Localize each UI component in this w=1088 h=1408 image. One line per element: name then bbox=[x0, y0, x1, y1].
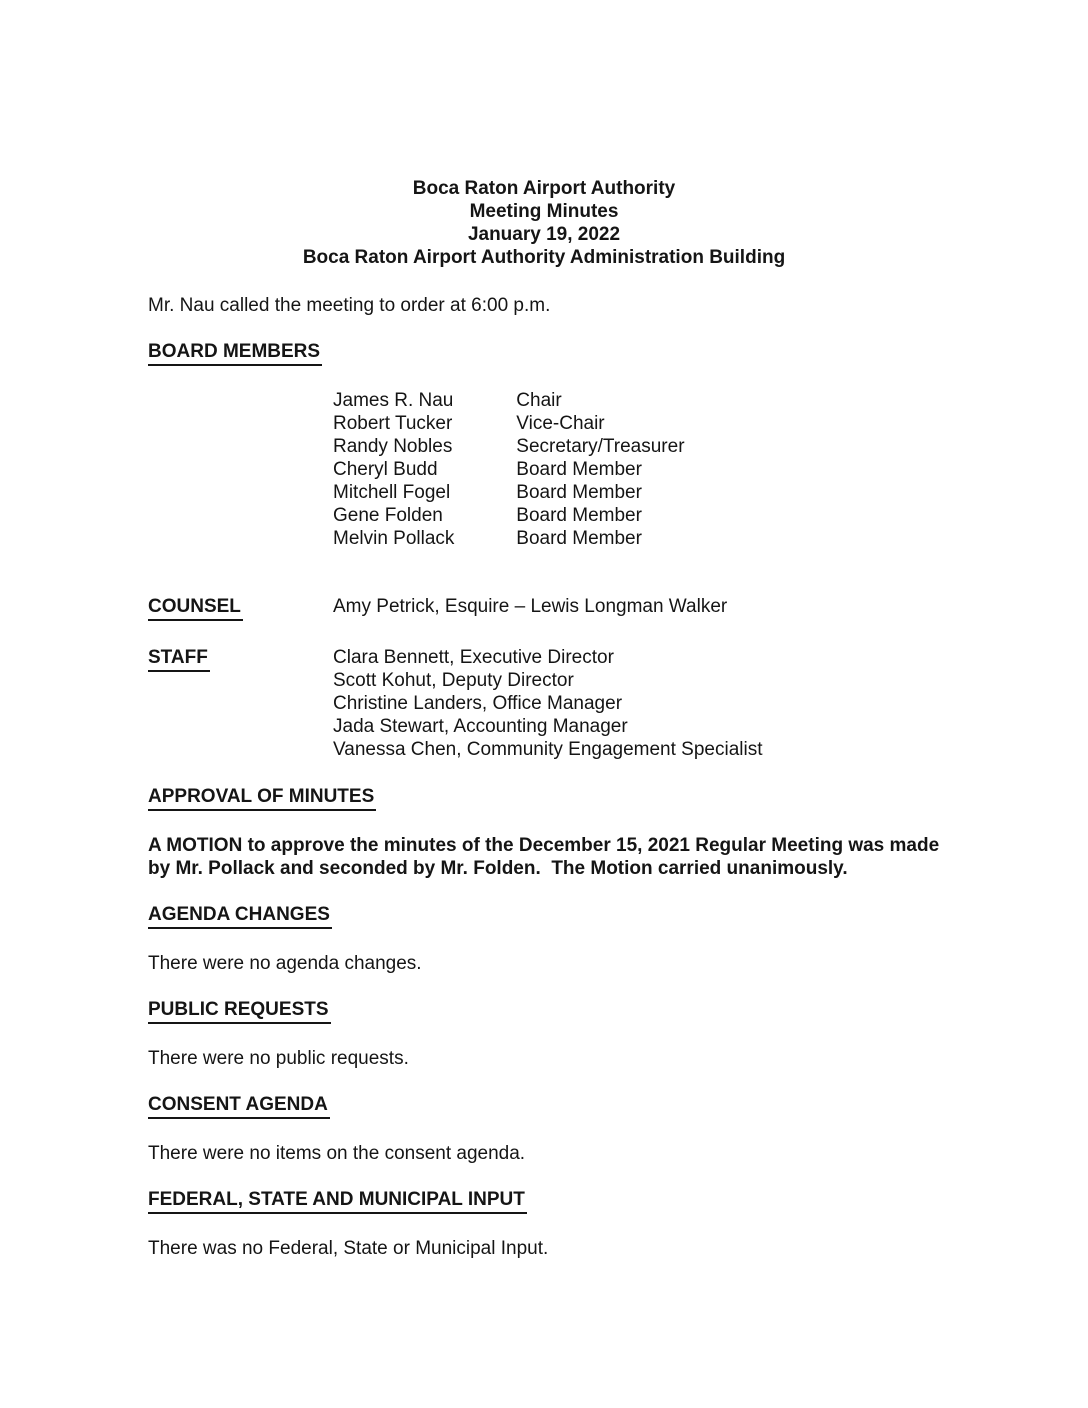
counsel-label: COUNSEL bbox=[148, 595, 333, 621]
spacer bbox=[148, 761, 940, 785]
member-role: Vice-Chair bbox=[516, 413, 605, 434]
member-name: Mitchell Fogel bbox=[333, 482, 451, 503]
member-role: Board Member bbox=[516, 505, 642, 526]
consent-agenda-paragraph: There were no items on the consent agenda. bbox=[148, 1143, 526, 1164]
federal-state-municipal-input-paragraph: There was no Federal, State or Municipal Input. bbox=[148, 1238, 549, 1259]
title-org: Boca Raton Airport Authority bbox=[412, 178, 676, 199]
member-name: James R. Nau bbox=[333, 390, 454, 411]
staff-row bbox=[148, 646, 940, 761]
member-name: Randy Nobles bbox=[333, 436, 453, 457]
board-member-row bbox=[148, 481, 940, 504]
member-name: Melvin Pollack bbox=[333, 528, 455, 549]
board-member-row bbox=[148, 389, 940, 412]
counsel-row bbox=[148, 595, 940, 621]
board-members-heading: BOARD MEMBERS bbox=[148, 340, 940, 366]
title-location: Boca Raton Airport Authority Administration Building bbox=[302, 247, 786, 268]
member-role: Board Member bbox=[516, 528, 642, 549]
minutes-sections bbox=[148, 785, 945, 1260]
board-member-row bbox=[148, 412, 940, 435]
staff-member-line: Clara Bennett, Executive Director bbox=[333, 647, 614, 668]
board-member-row bbox=[148, 435, 940, 458]
call-to-order-line: Mr. Nau called the meeting to order at 6:00 p.m. bbox=[148, 295, 551, 316]
member-role: Secretary/Treasurer bbox=[516, 436, 685, 457]
federal-state-municipal-input-heading: FEDERAL, STATE AND MUNICIPAL INPUT bbox=[148, 1188, 940, 1214]
document-title-block bbox=[148, 177, 940, 269]
board-members-roster bbox=[148, 389, 940, 550]
consent-agenda-heading: CONSENT AGENDA bbox=[148, 1093, 940, 1119]
agenda-changes-heading: AGENDA CHANGES bbox=[148, 903, 940, 929]
spacer bbox=[148, 621, 940, 646]
agenda-changes-paragraph: There were no agenda changes. bbox=[148, 953, 422, 974]
staff-member-line: Scott Kohut, Deputy Director bbox=[333, 670, 574, 691]
counsel-value: Amy Petrick, Esquire – Lewis Longman Walker bbox=[333, 596, 728, 617]
title-date: January 19, 2022 bbox=[467, 224, 621, 245]
member-role: Board Member bbox=[516, 459, 642, 480]
approval-of-minutes-heading: APPROVAL OF MINUTES bbox=[148, 785, 940, 811]
spacer bbox=[148, 550, 940, 595]
member-role: Board Member bbox=[516, 482, 642, 503]
staff-member-line: Vanessa Chen, Community Engagement Specialist bbox=[333, 739, 763, 760]
member-name: Gene Folden bbox=[333, 505, 443, 526]
board-member-row bbox=[148, 504, 940, 527]
member-role: Chair bbox=[516, 390, 562, 411]
approval-motion-paragraph: A MOTION to approve the minutes of the December 15, 2021 Regular Meeting was made by Mr. Pollack and seconded by Mr. Folden. The Motion carried unanimously. bbox=[148, 835, 945, 879]
member-name: Cheryl Budd bbox=[333, 459, 438, 480]
public-requests-heading: PUBLIC REQUESTS bbox=[148, 998, 940, 1024]
staff-label: STAFF bbox=[148, 646, 333, 672]
staff-list bbox=[333, 646, 763, 761]
public-requests-paragraph: There were no public requests. bbox=[148, 1048, 409, 1069]
staff-member-line: Christine Landers, Office Manager bbox=[333, 693, 623, 714]
title-doc-type: Meeting Minutes bbox=[469, 201, 619, 222]
member-name: Robert Tucker bbox=[333, 413, 453, 434]
board-member-row bbox=[148, 458, 940, 481]
staff-member-line: Jada Stewart, Accounting Manager bbox=[333, 716, 628, 737]
board-member-row bbox=[148, 527, 940, 550]
